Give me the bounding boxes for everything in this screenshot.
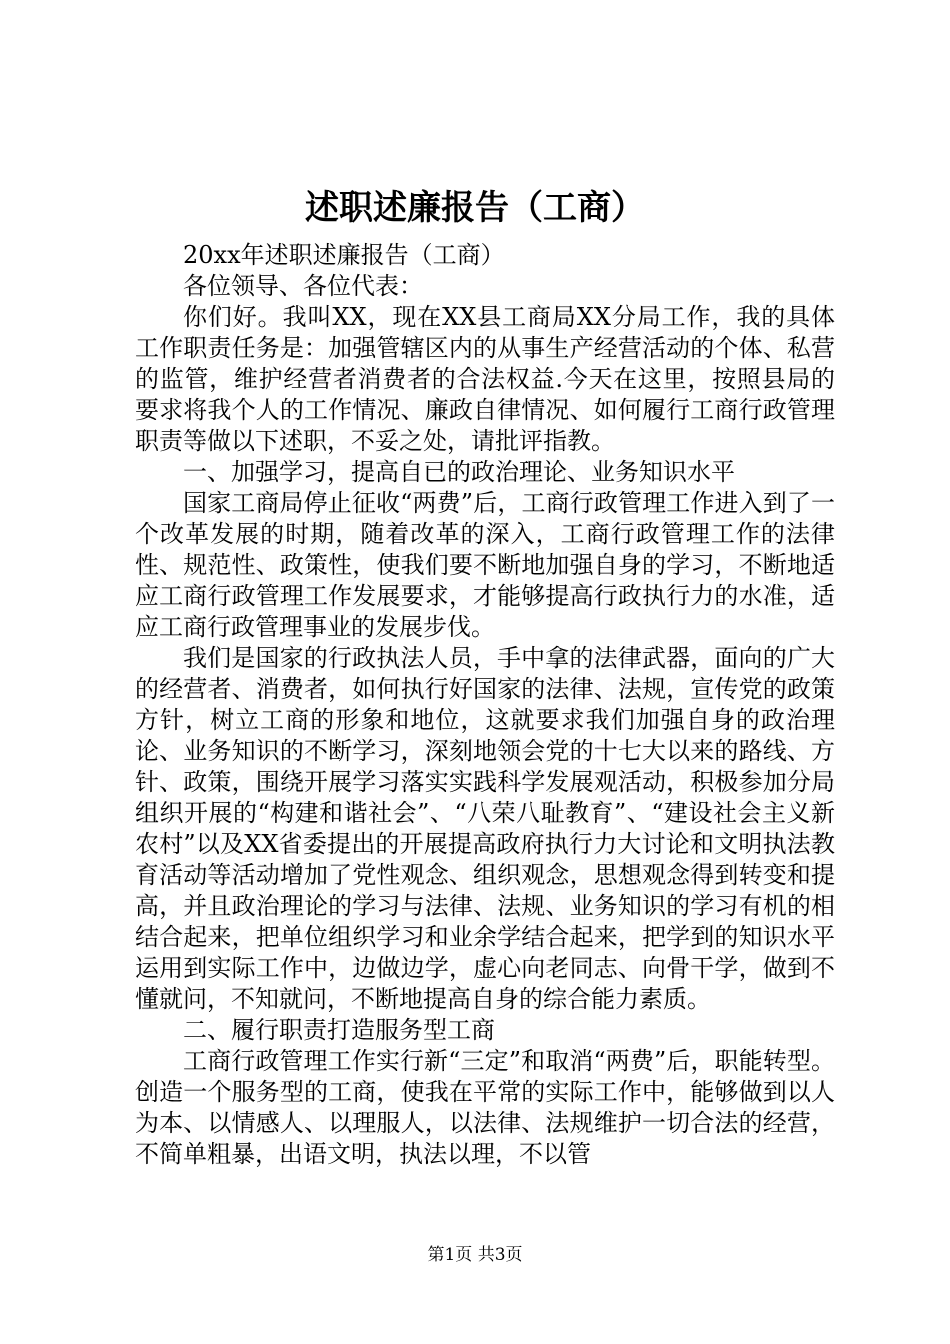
paragraph-duties: 工商行政管理工作实行新“三定”和取消“两费”后，职能转型。创造一个服务型的工商，使我在平常的实际工作中，能够做到以人为本、以情感人、以理服人，以法律、法规维护一切合法的经营，不简单粗暴，出语文明，执法以理，不以管: [135, 1047, 835, 1168]
section-heading-1: 一、加强学习，提高自已的政治理论、业务知识水平: [183, 458, 735, 486]
paragraph-study-2: 我们是国家的行政执法人员，手中拿的法律武器，面向的广大的经营者、消费者，如何执行好国家的法律、法规，宣传党的政策方针，树立工商的形象和地位，这就要求我们加强自身的政治理论、业务知识的不断学习，深刻地领会党的十七大以来的路线、方针、政策，围绕开展学习落实实践科学发展观活动，积极参加分局组织开展的“构建和谐社会”、“八荣八耻教育”、“建设社会主义新农村”以及XX省委提出的开展提高政府执行力大讨论和文明执法教育活动等活动增加了党性观念、组织观念，思想观念得到转变和提高，并且政治理论的学习与法律、法规、业务知识的学习有机的相结合起来，把单位组织学习和业余学结合起来，把学到的知识水平运用到实际工作中，边做边学，虚心向老同志、向骨干学，做到不懂就问，不知就问，不断地提高自身的综合能力素质。: [135, 644, 835, 1013]
paragraph-introduction: 你们好。我叫XX，现在XX县工商局XX分局工作，我的具体工作职责任务是：加强管辖区内的从事生产经营活动的个体、私营的监管，维护经营者消费者的合法权益.今天在这里，按照县局的要求将我个人的工作情况、廉政自律情况、如何履行工商行政管理职责等做以下述职，不妥之处，请批评指教。: [135, 303, 835, 455]
document-title: 述职述廉报告（工商）: [305, 188, 645, 228]
page-number: 第1页 共3页: [427, 1245, 523, 1265]
document-body: [135, 240, 835, 1170]
paragraph-salutation: 各位领导、各位代表：: [183, 272, 423, 300]
paragraph-study-1: 国家工商局停止征收“两费”后，工商行政管理工作进入到了一个改革发展的时期，随着改革的深入，工商行政管理工作的法律性、规范性、政策性，使我们要不断地加强自身的学习，不断地适应工商行政管理工作发展要求，才能够提高行政执行力的水准，适应工商行政管理事业的发展步伐。: [135, 489, 835, 641]
paragraph-subtitle: 20xx年述职述廉报告（工商）: [183, 241, 505, 269]
section-heading-2: 二、履行职责打造服务型工商: [183, 1016, 495, 1044]
